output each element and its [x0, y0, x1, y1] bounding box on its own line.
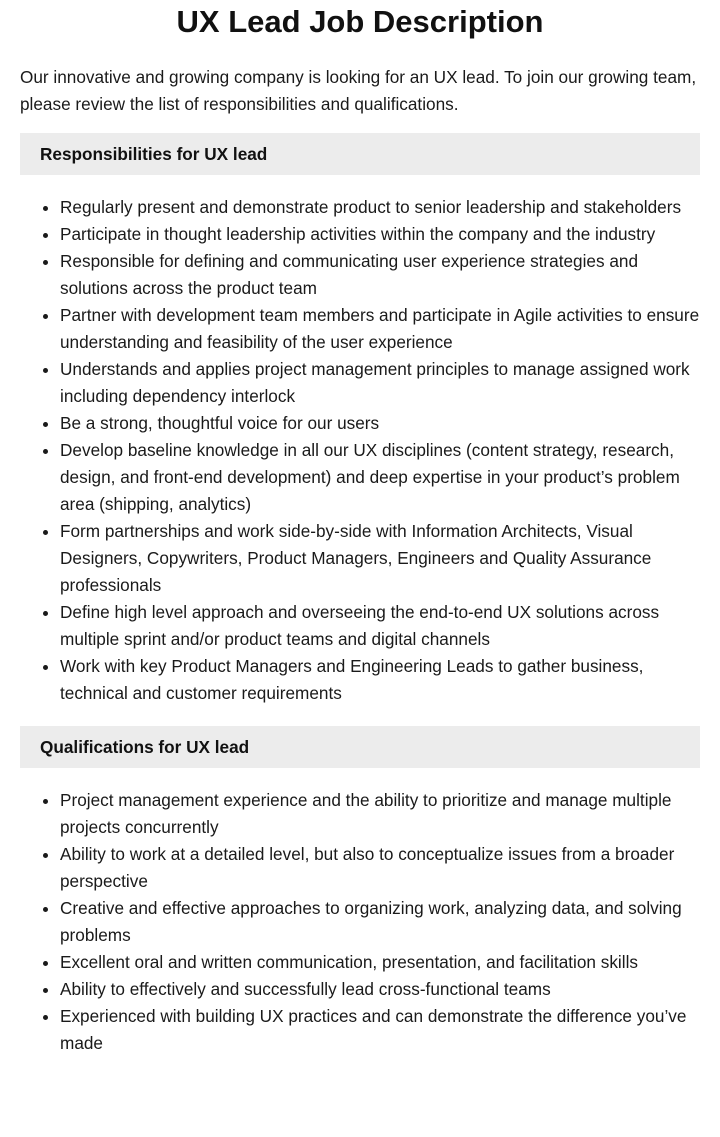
list-item: • Define high level approach and overseeing the end-to-end UX solutions across multiple sprint and/or product teams and digital channels [60, 599, 700, 653]
intro-paragraph: Our innovative and growing company is looking for an UX lead. To join our growing team, please review the list of responsibilities and qualifications. [20, 67, 697, 114]
list-item: • Form partnerships and work side-by-side with Information Architects, Visual Designers, Copywriters, Product Managers, Engineers and Quality Assurance professionals [60, 518, 700, 599]
list-item: • Be a strong, thoughtful voice for our users [60, 410, 700, 437]
qualifications-heading: Qualifications for UX lead [20, 726, 700, 768]
list-item: • Develop baseline knowledge in all our UX disciplines (content strategy, research, design, and front-end development) and deep expertise in your product’s problem area (shipping, analytics) [60, 437, 700, 518]
list-item: • Regularly present and demonstrate product to senior leadership and stakeholders [60, 194, 700, 221]
list-item: • Experienced with building UX practices and can demonstrate the difference you’ve made [60, 1003, 700, 1057]
responsibilities-heading: Responsibilities for UX lead [20, 133, 700, 175]
list-item: • Creative and effective approaches to organizing work, analyzing data, and solving problems [60, 895, 700, 949]
list-item: • Excellent oral and written communication, presentation, and facilitation skills [60, 949, 700, 976]
list-item: • Partner with development team members and participate in Agile activities to ensure understanding and feasibility of the user experience [60, 302, 700, 356]
list-item: • Ability to work at a detailed level, but also to conceptualize issues from a broader perspective [60, 841, 700, 895]
list-item: • Responsible for defining and communicating user experience strategies and solutions across the product team [60, 248, 700, 302]
list-item: • Understands and applies project management principles to manage assigned work including dependency interlock [60, 356, 700, 410]
list-item: • Ability to effectively and successfully lead cross-functional teams [60, 976, 700, 1003]
list-item: • Project management experience and the ability to prioritize and manage multiple projects concurrently [60, 787, 700, 841]
responsibilities-list [20, 194, 700, 707]
list-item: • Participate in thought leadership activities within the company and the industry [60, 221, 700, 248]
page-title: UX Lead Job Description [176, 4, 544, 39]
qualifications-list [20, 787, 700, 1057]
list-item: • Work with key Product Managers and Engineering Leads to gather business, technical and customer requirements [60, 653, 700, 707]
